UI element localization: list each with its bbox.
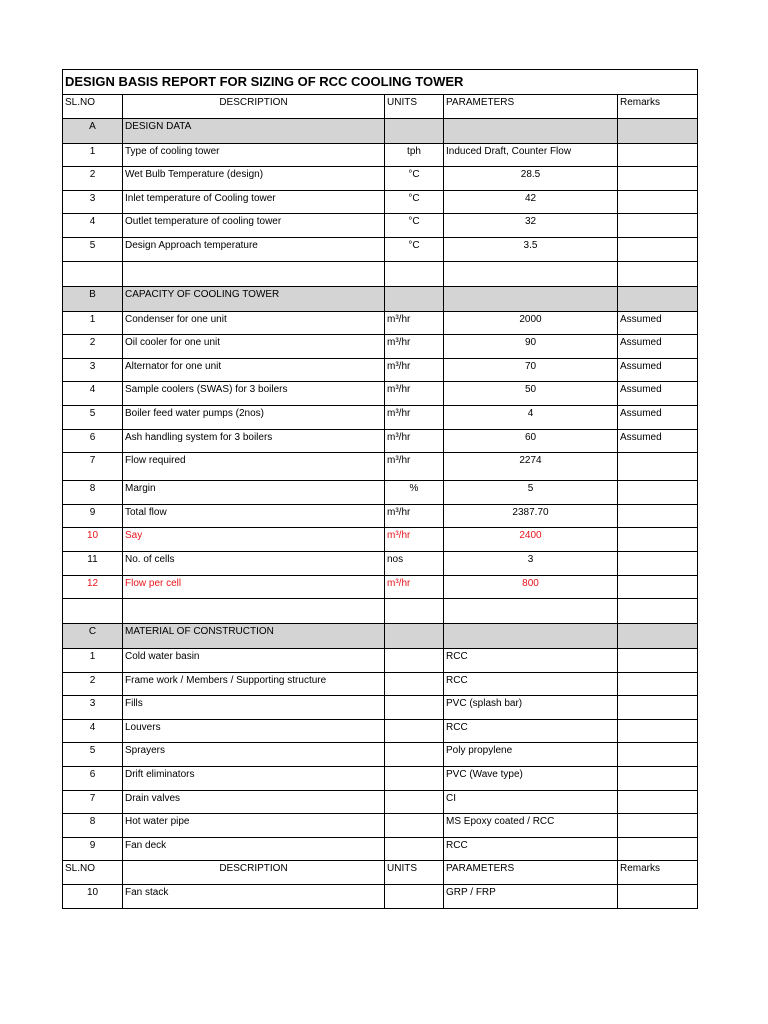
table-row [63, 649, 698, 673]
row-description: Sample coolers (SWAS) for 3 boilers [123, 382, 385, 406]
table-row [63, 335, 698, 359]
row-remarks: Assumed [618, 429, 698, 453]
row-parameters: 5 [444, 481, 618, 505]
section-b-row [63, 286, 698, 311]
row-description: Ash handling system for 3 boilers [123, 429, 385, 453]
row-units: % [385, 481, 444, 505]
row-parameters: 32 [444, 214, 618, 238]
row-parameters: 60 [444, 429, 618, 453]
row-description: Frame work / Members / Supporting structure [123, 672, 385, 696]
row-remarks: Assumed [618, 335, 698, 359]
row-sl: 3 [63, 696, 123, 720]
table-row [63, 405, 698, 429]
row-parameters: PVC (Wave type) [444, 767, 618, 791]
row-units [385, 696, 444, 720]
row-description: Design Approach temperature [123, 237, 385, 261]
table-row [63, 767, 698, 791]
row-sl: 5 [63, 743, 123, 767]
row-parameters: 2274 [444, 453, 618, 481]
header-remarks: Remarks [618, 95, 698, 119]
row-description: Boiler feed water pumps (2nos) [123, 405, 385, 429]
row-parameters: 2000 [444, 311, 618, 335]
row-remarks: Assumed [618, 405, 698, 429]
row-units: °C [385, 214, 444, 238]
row-parameters: PVC (splash bar) [444, 696, 618, 720]
row-sl: 1 [63, 143, 123, 167]
row-sl: 2 [63, 335, 123, 359]
table-row [63, 237, 698, 261]
row-sl: 9 [63, 837, 123, 861]
row-units [385, 743, 444, 767]
row-parameters: 42 [444, 190, 618, 214]
row-parameters: 28.5 [444, 167, 618, 191]
row-units: m³/hr [385, 575, 444, 599]
section-name: MATERIAL OF CONSTRUCTION [123, 624, 385, 649]
table-row [63, 190, 698, 214]
row-sl: 8 [63, 481, 123, 505]
row-remarks [618, 167, 698, 191]
row-parameters: RCC [444, 719, 618, 743]
table-row [63, 167, 698, 191]
row-sl: 4 [63, 719, 123, 743]
header-units: UNITS [385, 95, 444, 119]
table-row [63, 814, 698, 838]
row-description: Cold water basin [123, 649, 385, 673]
header-remarks: Remarks [618, 861, 698, 885]
row-remarks [618, 453, 698, 481]
row-parameters: 50 [444, 382, 618, 406]
row-parameters: GRP / FRP [444, 885, 618, 909]
row-units: m³/hr [385, 504, 444, 528]
report-table [62, 69, 698, 909]
row-description: Sprayers [123, 743, 385, 767]
row-parameters: RCC [444, 837, 618, 861]
row-description: Drift eliminators [123, 767, 385, 791]
row-remarks [618, 528, 698, 552]
table-row [63, 672, 698, 696]
table-row [63, 696, 698, 720]
row-remarks [618, 885, 698, 909]
row-description: Margin [123, 481, 385, 505]
row-units [385, 814, 444, 838]
row-units: °C [385, 167, 444, 191]
row-sl: 4 [63, 382, 123, 406]
row-description: Say [123, 528, 385, 552]
report-title: DESIGN BASIS REPORT FOR SIZING OF RCC COOLING TOWER [63, 70, 698, 95]
row-parameters: MS Epoxy coated / RCC [444, 814, 618, 838]
header-units: UNITS [385, 861, 444, 885]
row-description: Flow per cell [123, 575, 385, 599]
row-sl: 3 [63, 358, 123, 382]
row-units [385, 767, 444, 791]
header-description: DESCRIPTION [123, 861, 385, 885]
table-row [63, 481, 698, 505]
row-description: Drain valves [123, 790, 385, 814]
row-units: m³/hr [385, 528, 444, 552]
row-sl: 10 [63, 885, 123, 909]
row-remarks [618, 837, 698, 861]
row-sl: 1 [63, 311, 123, 335]
row-remarks [618, 551, 698, 575]
table-row [63, 382, 698, 406]
table-row [63, 358, 698, 382]
row-remarks [618, 767, 698, 791]
row-units: m³/hr [385, 453, 444, 481]
row-sl: 11 [63, 551, 123, 575]
row-sl: 5 [63, 405, 123, 429]
row-units: tph [385, 143, 444, 167]
row-description: Hot water pipe [123, 814, 385, 838]
row-sl: 3 [63, 190, 123, 214]
row-remarks [618, 575, 698, 599]
row-parameters: 90 [444, 335, 618, 359]
header-parameters: PARAMETERS [444, 861, 618, 885]
row-units: m³/hr [385, 311, 444, 335]
row-description: Wet Bulb Temperature (design) [123, 167, 385, 191]
row-description: Fan stack [123, 885, 385, 909]
row-units [385, 719, 444, 743]
row-units: °C [385, 190, 444, 214]
table-row [63, 743, 698, 767]
row-description: Type of cooling tower [123, 143, 385, 167]
blank-row [63, 599, 698, 624]
blank-row [63, 261, 698, 286]
row-remarks: Assumed [618, 358, 698, 382]
row-units: m³/hr [385, 405, 444, 429]
table-row [63, 575, 698, 599]
row-sl: 4 [63, 214, 123, 238]
table-row [63, 837, 698, 861]
header-row-repeat [63, 861, 698, 885]
row-remarks: Assumed [618, 311, 698, 335]
row-parameters: 2387.70 [444, 504, 618, 528]
row-remarks [618, 504, 698, 528]
section-c-row [63, 624, 698, 649]
header-parameters: PARAMETERS [444, 95, 618, 119]
row-sl: 1 [63, 649, 123, 673]
row-units: m³/hr [385, 335, 444, 359]
row-sl: 8 [63, 814, 123, 838]
row-units: m³/hr [385, 382, 444, 406]
row-sl: 6 [63, 429, 123, 453]
row-remarks: Assumed [618, 382, 698, 406]
row-description: Alternator for one unit [123, 358, 385, 382]
table-row [63, 453, 698, 481]
row-units [385, 790, 444, 814]
table-row [63, 214, 698, 238]
row-remarks [618, 237, 698, 261]
row-parameters: Induced Draft, Counter Flow [444, 143, 618, 167]
row-remarks [618, 672, 698, 696]
header-description: DESCRIPTION [123, 95, 385, 119]
row-description: Louvers [123, 719, 385, 743]
row-remarks [618, 190, 698, 214]
table-row [63, 528, 698, 552]
row-description: No. of cells [123, 551, 385, 575]
section-name: DESIGN DATA [123, 118, 385, 143]
section-a-row [63, 118, 698, 143]
row-description: Condenser for one unit [123, 311, 385, 335]
row-parameters: 3.5 [444, 237, 618, 261]
row-parameters: 2400 [444, 528, 618, 552]
row-parameters: RCC [444, 672, 618, 696]
table-row [63, 504, 698, 528]
row-description: Oil cooler for one unit [123, 335, 385, 359]
report-sheet [62, 69, 697, 909]
title-row [63, 70, 698, 95]
row-description: Outlet temperature of cooling tower [123, 214, 385, 238]
row-units [385, 672, 444, 696]
row-units: m³/hr [385, 429, 444, 453]
row-parameters: 4 [444, 405, 618, 429]
row-sl: 6 [63, 767, 123, 791]
table-row [63, 885, 698, 909]
row-parameters: 3 [444, 551, 618, 575]
row-sl: 5 [63, 237, 123, 261]
table-row [63, 143, 698, 167]
row-remarks [618, 481, 698, 505]
row-remarks [618, 790, 698, 814]
row-remarks [618, 143, 698, 167]
row-sl: 2 [63, 167, 123, 191]
row-description: Fan deck [123, 837, 385, 861]
row-units: m³/hr [385, 358, 444, 382]
row-units [385, 885, 444, 909]
row-units [385, 837, 444, 861]
row-parameters: Poly propylene [444, 743, 618, 767]
table-row [63, 790, 698, 814]
section-id: B [63, 286, 123, 311]
row-sl: 9 [63, 504, 123, 528]
table-row [63, 551, 698, 575]
row-remarks [618, 649, 698, 673]
row-description: Inlet temperature of Cooling tower [123, 190, 385, 214]
section-id: C [63, 624, 123, 649]
section-id: A [63, 118, 123, 143]
row-parameters: RCC [444, 649, 618, 673]
row-remarks [618, 719, 698, 743]
header-sl: SL.NO [63, 861, 123, 885]
row-sl: 2 [63, 672, 123, 696]
row-parameters: 800 [444, 575, 618, 599]
header-sl: SL.NO [63, 95, 123, 119]
row-description: Flow required [123, 453, 385, 481]
table-row [63, 429, 698, 453]
row-units: °C [385, 237, 444, 261]
row-remarks [618, 814, 698, 838]
row-units: nos [385, 551, 444, 575]
row-description: Fills [123, 696, 385, 720]
table-row [63, 311, 698, 335]
row-remarks [618, 214, 698, 238]
row-sl: 7 [63, 453, 123, 481]
row-description: Total flow [123, 504, 385, 528]
table-row [63, 719, 698, 743]
row-sl: 7 [63, 790, 123, 814]
section-name: CAPACITY OF COOLING TOWER [123, 286, 385, 311]
row-remarks [618, 696, 698, 720]
row-sl: 10 [63, 528, 123, 552]
row-units [385, 649, 444, 673]
row-parameters: 70 [444, 358, 618, 382]
row-remarks [618, 743, 698, 767]
row-parameters: CI [444, 790, 618, 814]
header-row [63, 95, 698, 119]
row-sl: 12 [63, 575, 123, 599]
